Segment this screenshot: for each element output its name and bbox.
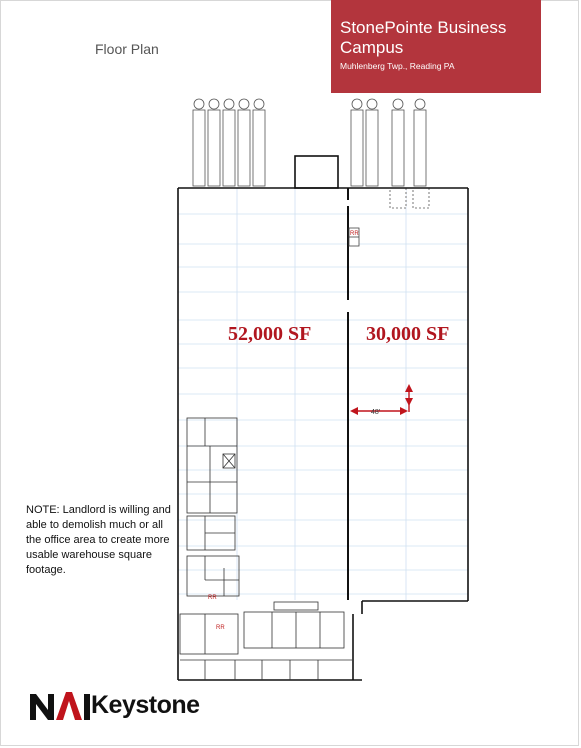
left-area-square-footage: 52,000 SF (228, 323, 312, 345)
restroom-label-office-2: RR (216, 625, 225, 631)
floor-plan-label: Floor Plan (95, 41, 159, 57)
restroom-label-office-1: RR (208, 595, 217, 601)
property-location: Muhlenberg Twp., Reading PA (340, 61, 455, 71)
nai-keystone-logo (30, 688, 200, 722)
dimension-arrow (350, 384, 413, 415)
nai-logo-mark (30, 688, 90, 722)
property-title: StonePointe Business Campus (340, 18, 507, 57)
office-area (180, 418, 352, 680)
grid-lines (178, 188, 468, 600)
dock-levelers-left (193, 99, 265, 186)
right-area-square-footage: 30,000 SF (366, 323, 450, 345)
restroom-label-top: RR (350, 231, 359, 237)
keystone-logo-text: Keystone (91, 691, 200, 719)
dock-levelers-right (351, 99, 429, 208)
dimension-label: 48' (371, 409, 381, 416)
landlord-note: NOTE: Landlord is willing and able to demolish much or all the office area to create more usable warehouse square footage. (26, 504, 171, 576)
